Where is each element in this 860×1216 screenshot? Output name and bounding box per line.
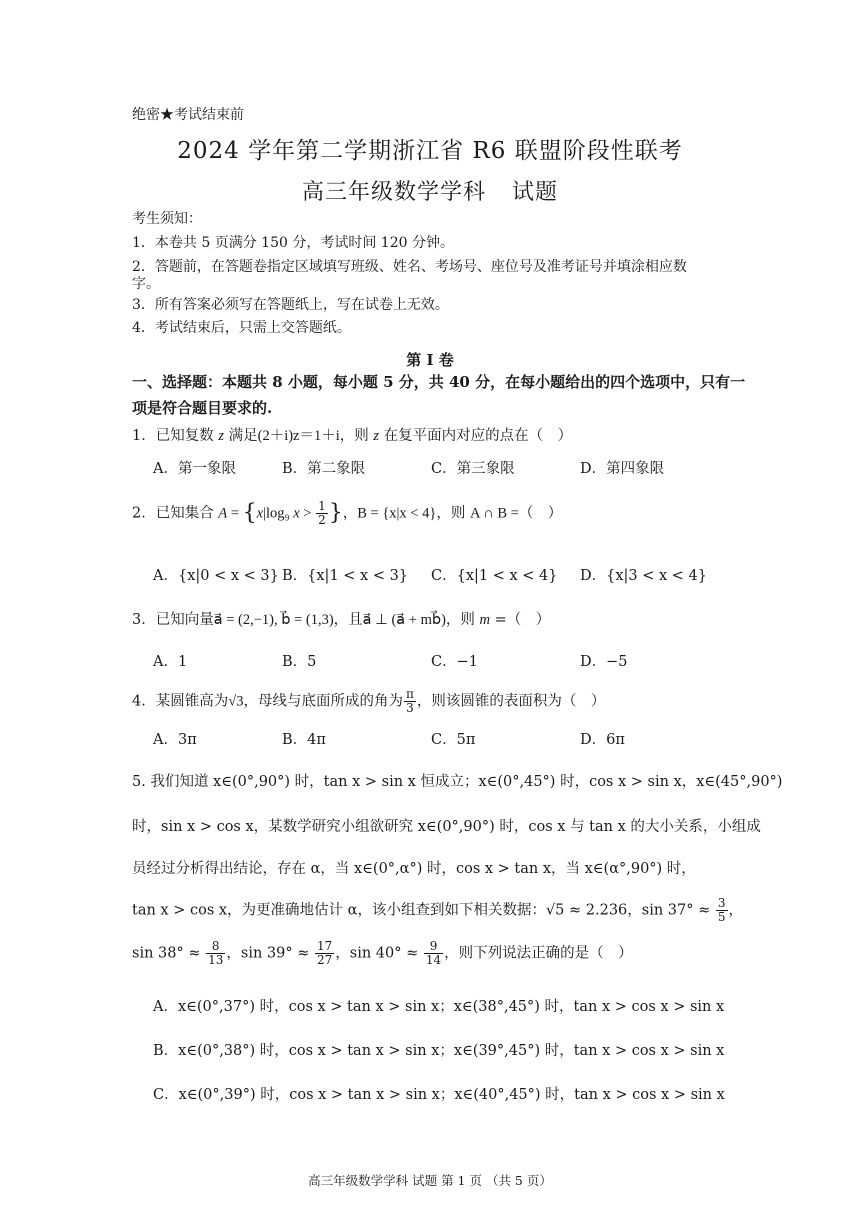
fraction: $\frac{9}{14}$ [425, 939, 442, 967]
q5-option-c: C．x∈(0°,39°) 时，cos x > tan x > sin x；x∈(40°,45°) 时，tan x > cos x > sin x [153, 1087, 725, 1103]
confidential-label: 绝密★考试结束前 [132, 107, 244, 123]
q2-option-c: C．{x|1 < x < 4} [431, 568, 558, 584]
notice-item-4: 4．考试结束后，只需上交答题纸。 [132, 320, 351, 336]
q2-option-a: A．{x|0 < x < 3} [153, 568, 279, 584]
q3-option-d: D．−5 [580, 654, 628, 670]
notice-item-3: 3．所有答案必须写在答题纸上，写在试卷上无效。 [132, 297, 449, 313]
q1-option-a: A．第一象限 [153, 461, 236, 477]
question-2: 2．已知集合 A = {x|log₉ x > $\frac{1}{2}$ }，B = {x|x < 4}，则 A ∩ B =（ ） [132, 499, 563, 527]
question-3: 3．已知向量a⃗ = (2,−1), b⃗ = (1,3)，且a⃗ ⊥ (a⃗ + mb⃗)，则 m =（ ） [132, 612, 551, 628]
q3-option-b: B．5 [282, 654, 317, 670]
q3-option-a: A．1 [153, 654, 188, 670]
q1-option-b: B．第二象限 [282, 461, 366, 477]
question-5-line-4: tan x > cos x，为更准确地估计 α，该小组查到如下相关数据：√5 ≈ 2.236，sin 37° ≈ $\frac{3}{5}$ ， [132, 896, 744, 924]
q4-option-d: D．6π [580, 732, 625, 748]
q4-option-b: B．4π [282, 732, 326, 748]
fraction: $\frac{3}{5}$ [717, 896, 726, 924]
q4-option-a: A．3π [153, 732, 197, 748]
notice-item-2: 2．答题前，在答题卷指定区域填写班级、姓名、考场号、座位号及准考证号并填涂相应数 [132, 259, 687, 275]
page-footer: 高三年级数学学科 试题 第 1 页 （共 5 页） [308, 1173, 552, 1188]
q2-option-b: B．{x|1 < x < 3} [282, 568, 409, 584]
exam-subtitle [0, 175, 860, 206]
notice-item-2-cont: 字。 [132, 276, 160, 292]
q1-option-c: C．第三象限 [431, 461, 515, 477]
question-1: 1．已知复数 z 满足(2＋i)z＝1＋i，则 z 在复平面内对应的点在（ ） [132, 428, 573, 444]
q3-option-c: C．−1 [431, 654, 478, 670]
fraction: $\frac{\pi}{3}$ [405, 687, 414, 715]
q4-option-c: C．5π [431, 732, 476, 748]
question-5-line-1: 5. 我们知道 x∈(0°,90°) 时，tan x > sin x 恒成立；x∈(0°,45°) 时，cos x > sin x，x∈(45°,90°) [132, 774, 783, 790]
section-instructions: 一、选择题：本题共 8 小题，每小题 5 分，共 40 分，在每小题给出的四个选项中，只有一 [132, 373, 746, 391]
question-5-line-2: 时，sin x > cos x，某数学研究小组欲研究 x∈(0°,90°) 时，cos x 与 tan x 的大小关系，小组成 [132, 819, 761, 835]
fraction: $\frac{1}{2}$ [318, 499, 326, 527]
notice-heading: 考生须知： [132, 211, 202, 227]
q5-option-b: B．x∈(0°,38°) 时，cos x > tan x > sin x；x∈(39°,45°) 时，tan x > cos x > sin x [153, 1043, 725, 1059]
volume-heading: 第 Ⅰ 卷 [406, 351, 454, 369]
paper-type-label: 试题 [512, 180, 559, 205]
exam-title: 2024 学年第二学期浙江省 R6 联盟阶段性联考 [177, 138, 683, 164]
question-4: 4．某圆锥高为√3，母线与底面所成的角为 $\frac{\pi}{3}$ ，则该圆锥的表面积为（ ） [132, 687, 606, 715]
subject-label: 高三年级数学学科 [301, 180, 486, 205]
question-5-line-5: sin 38° ≈ $\frac{8}{13}$ ，sin 39° ≈ $\frac{17}{27}$ ，sin 40° ≈ $\frac{9}{14}$ ，则下列说法正确的是（ ） [132, 939, 633, 967]
section-instructions-cont: 项是符合题目要求的. [132, 399, 273, 417]
fraction: $\frac{17}{27}$ [317, 939, 333, 967]
question-5-line-3: 员经过分析得出结论，存在 α，当 x∈(0°,α°) 时，cos x > tan x，当 x∈(α°,90°) 时， [132, 861, 696, 877]
q2-option-d: D．{x|3 < x < 4} [580, 568, 708, 584]
q1-option-d: D．第四象限 [580, 461, 665, 477]
q5-option-a: A．x∈(0°,37°) 时，cos x > tan x > sin x；x∈(38°,45°) 时，tan x > cos x > sin x [153, 999, 725, 1015]
notice-item-1: 1．本卷共 5 页满分 150 分，考试时间 120 分钟。 [132, 235, 454, 251]
fraction: $\frac{8}{13}$ [208, 939, 224, 967]
